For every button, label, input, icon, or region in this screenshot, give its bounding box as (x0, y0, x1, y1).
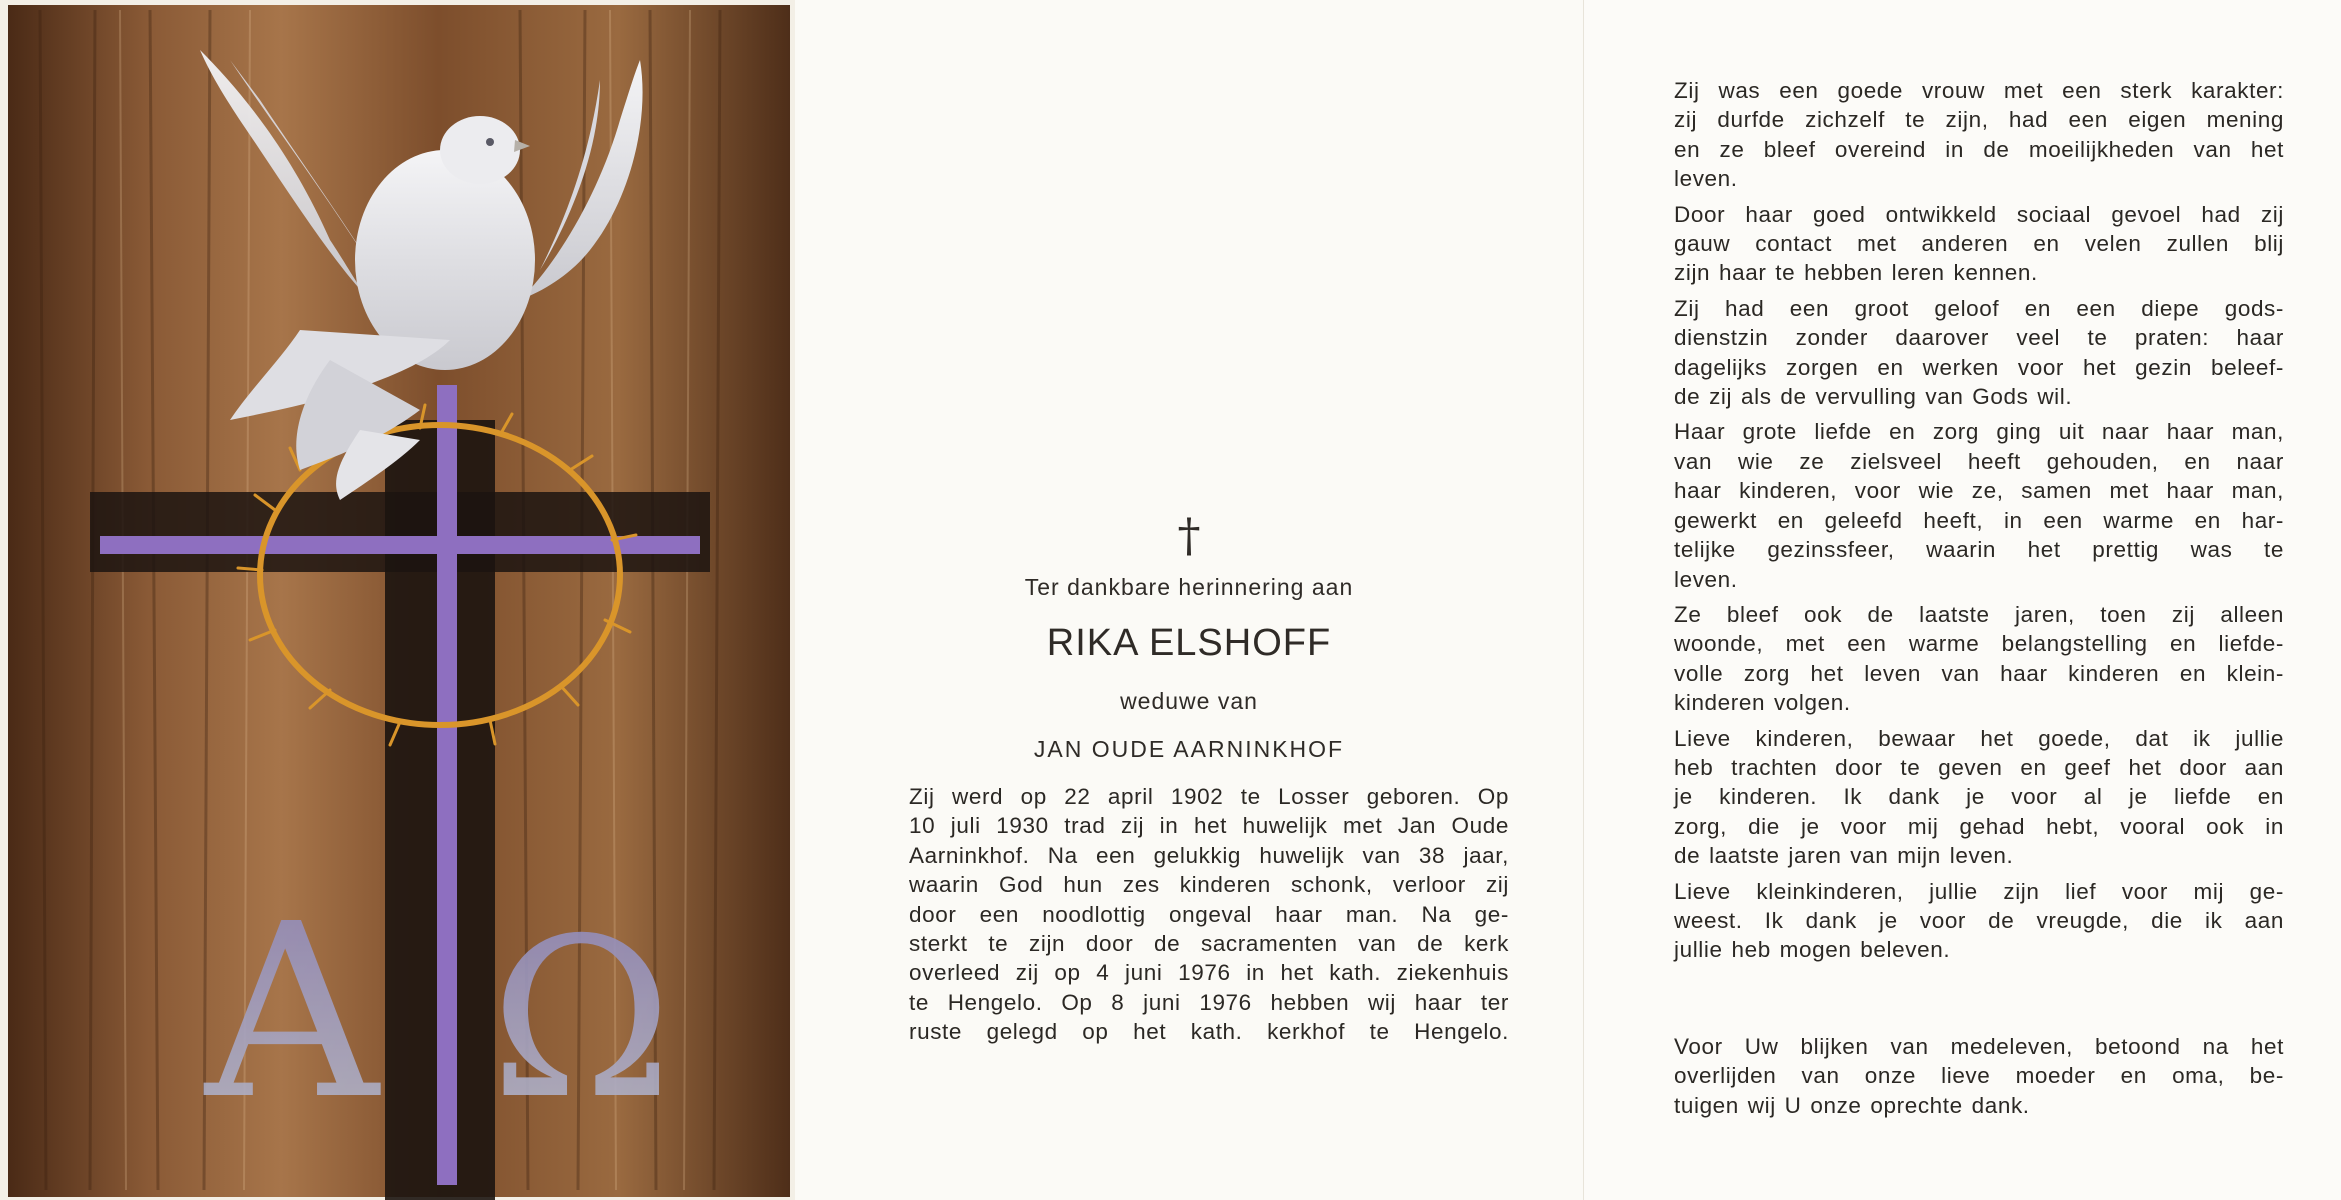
cross-vertical (437, 385, 457, 1185)
paragraph-line: leven. (1674, 566, 1738, 592)
memorial-middle-panel (795, 0, 1583, 1200)
paragraph-line: volle zorg het leven van haar kinderen en klein- (1674, 660, 2284, 686)
paragraph-line: van wie ze zielsveel heeft gehouden, en naar (1674, 448, 2284, 474)
intro-text: Ter dankbare herinnering aan (1024, 574, 1354, 600)
biography-line: ruste gelegd op het kath. kerkhof te Hengelo. (909, 1019, 1509, 1045)
paragraph-line: Ze bleef ook de laatste jaren, toen zij alleen (1674, 601, 2284, 627)
paragraph-faith (1674, 294, 2284, 412)
paragraph-line: leven. (1674, 166, 1738, 192)
paragraph-line: haar kinderen, voor wie ze, samen met haar man, (1674, 478, 2284, 504)
paragraph-last-years (1674, 600, 2284, 718)
biography-line: Zij werd op 22 april 1902 te Losser geboren. Op (909, 784, 1509, 809)
widow-text: weduwe van (1120, 688, 1258, 714)
husband-name: JAN OUDE AARNINKHOF (1033, 736, 1345, 762)
biography-line: door een noodlottig ongeval haar man. Na ge- (909, 901, 1509, 927)
alpha-letter: A (205, 872, 379, 1152)
paragraph-line: Lieve kinderen, bewaar het goede, dat ik jullie (1674, 725, 2284, 751)
paragraph-line: zorg, die je voor mij gehad hebt, vooral ook in (1674, 813, 2284, 839)
thanks-line: Voor Uw blijken van medeleven, betoond na het (1674, 1034, 2284, 1059)
deceased-name: RIKA ELSHOFF (1046, 622, 1332, 664)
paragraph-line: je kinderen. Ik dank je voor al je liefde en (1674, 784, 2284, 810)
paragraph-line: zijn haar te hebben leren kennen. (1674, 260, 2038, 286)
biography-line: sterkt te zijn door de sacramenten van de kerk (909, 931, 1509, 957)
cross-horizontal (100, 536, 700, 554)
paragraph-line: Zij had een groot geloof en een diepe gods- (1674, 295, 2284, 321)
paragraph-social (1674, 200, 2284, 288)
biography (909, 782, 1509, 1047)
thanks-line: tuigen wij U onze oprechte dank. (1674, 1092, 2030, 1118)
biography-line: te Hengelo. Op 8 juni 1976 hebben wij haar ter (909, 989, 1509, 1015)
paragraph-children (1674, 724, 2284, 871)
paragraph-line: dienstzin zonder daarover veel te praten: haar (1674, 325, 2284, 351)
paragraph-line: woonde, met een warme belangstelling en liefde- (1674, 631, 2284, 657)
cross-symbol: † (1177, 508, 1201, 562)
paragraph-line: gewerkt en geleefd heeft, in een warme en har- (1674, 507, 2284, 533)
paragraph-character (1674, 76, 2284, 194)
paragraph-line: Zij was een goede vrouw met een sterk karakter: (1674, 78, 2284, 103)
paragraph-line: zij durfde zichzelf te zijn, had een eigen mening (1674, 107, 2284, 133)
paragraph-grandchildren (1674, 877, 2284, 965)
paragraph-line: dagelijks zorgen en werken voor het gezin beleef- (1674, 354, 2284, 380)
paragraph-line: heb trachten door te geven en geef het door aan (1674, 754, 2284, 780)
artwork-panel (0, 0, 795, 1200)
biography-line: overleed zij op 4 juni 1976 in het kath. ziekenhuis (909, 960, 1509, 986)
paragraph-line: Lieve kleinkinderen, jullie zijn lief voor mij ge- (1674, 878, 2284, 904)
memorial-artwork (0, 0, 795, 1200)
paragraph-line: jullie heb mogen beleven. (1674, 937, 1951, 963)
paragraph-love (1674, 417, 2284, 593)
memorial-right-panel (1583, 0, 2341, 1200)
paragraph-line: kinderen volgen. (1674, 690, 1851, 716)
thanks-line: overlijden van onze lieve moeder en oma, be- (1674, 1063, 2284, 1089)
biography-line: 10 juli 1930 trad zij in het huwelijk met Jan Oude (909, 813, 1509, 839)
paragraph-line: Haar grote liefde en zorg ging uit naar haar man, (1674, 419, 2284, 445)
paragraph-line: weest. Ik dank je voor de vreugde, die ik aan (1674, 907, 2284, 933)
omega-letter: Ω (490, 891, 673, 1147)
paragraph-line: de laatste jaren van mijn leven. (1674, 843, 2014, 869)
biography-line: waarin God hun zes kinderen schonk, verloor zij (909, 872, 1509, 898)
paragraph-line: telijke gezinssfeer, waarin het prettig was te (1674, 537, 2284, 563)
biography-line: Aarninkhof. Na een gelukkig huwelijk van 38 jaar, (909, 842, 1509, 868)
remembrance-paragraphs (1674, 76, 2284, 971)
thanks-text (1674, 1032, 2284, 1120)
paragraph-line: en ze bleef overeind in de moeilijkheden van het (1674, 136, 2284, 162)
paragraph-line: gauw contact met anderen en velen zullen blij (1674, 231, 2284, 257)
paragraph-line: Door haar goed ontwikkeld sociaal gevoel had zij (1674, 201, 2284, 227)
paragraph-line: de zij als de vervulling van Gods wil. (1674, 384, 2073, 410)
